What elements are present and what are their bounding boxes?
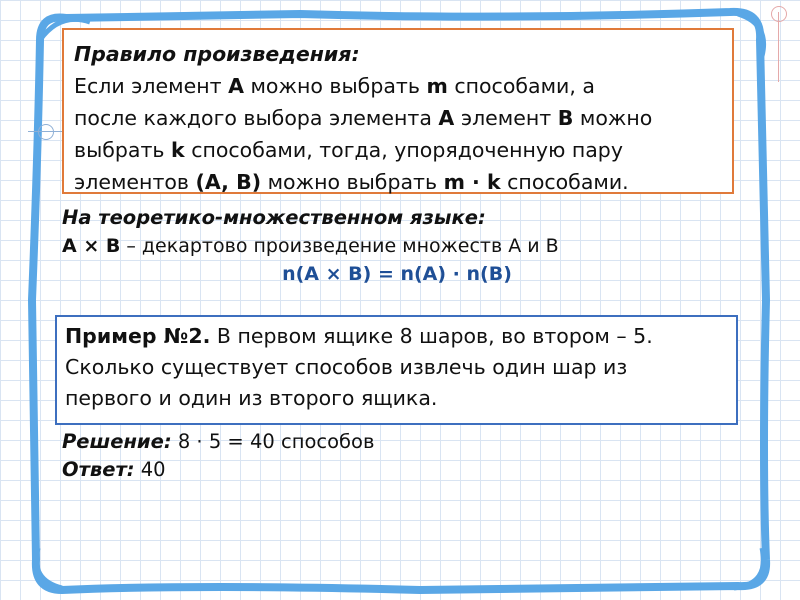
answer-line: Ответ: 40 xyxy=(62,458,166,481)
theory-title: На теоретико-множественном языке: xyxy=(62,206,486,229)
solution-section xyxy=(62,428,374,484)
example-line-3: первого и один из второго ящика. xyxy=(65,386,438,410)
rule-box xyxy=(62,28,734,194)
solution-line: Решение: 8 · 5 = 40 способов xyxy=(62,430,375,453)
theory-section xyxy=(62,204,732,288)
formula: n(A × B) = n(A) · n(B) xyxy=(282,263,512,285)
rule-line-4: элементов (A, B) можно выбрать m · k способами. xyxy=(74,170,629,194)
decorative-circle xyxy=(38,124,54,140)
cartesian-product-line: A × B – декартово произведение множеств A и B xyxy=(62,235,559,257)
decorative-circle xyxy=(771,6,787,22)
rule-line-2: после каждого выбора элемента A элемент B можно xyxy=(74,106,653,130)
decorative-line xyxy=(778,12,779,82)
rule-title: Правило произведения: xyxy=(74,42,360,66)
example-box xyxy=(55,315,738,425)
example-line-1: Пример №2. В первом ящике 8 шаров, во втором – 5. xyxy=(65,324,653,348)
rule-line-1: Если элемент A можно выбрать m способами, а xyxy=(74,74,595,98)
example-line-2: Сколько существует способов извлечь один шар из xyxy=(65,355,628,379)
rule-line-3: выбрать k способами, тогда, упорядоченную пару xyxy=(74,138,623,162)
